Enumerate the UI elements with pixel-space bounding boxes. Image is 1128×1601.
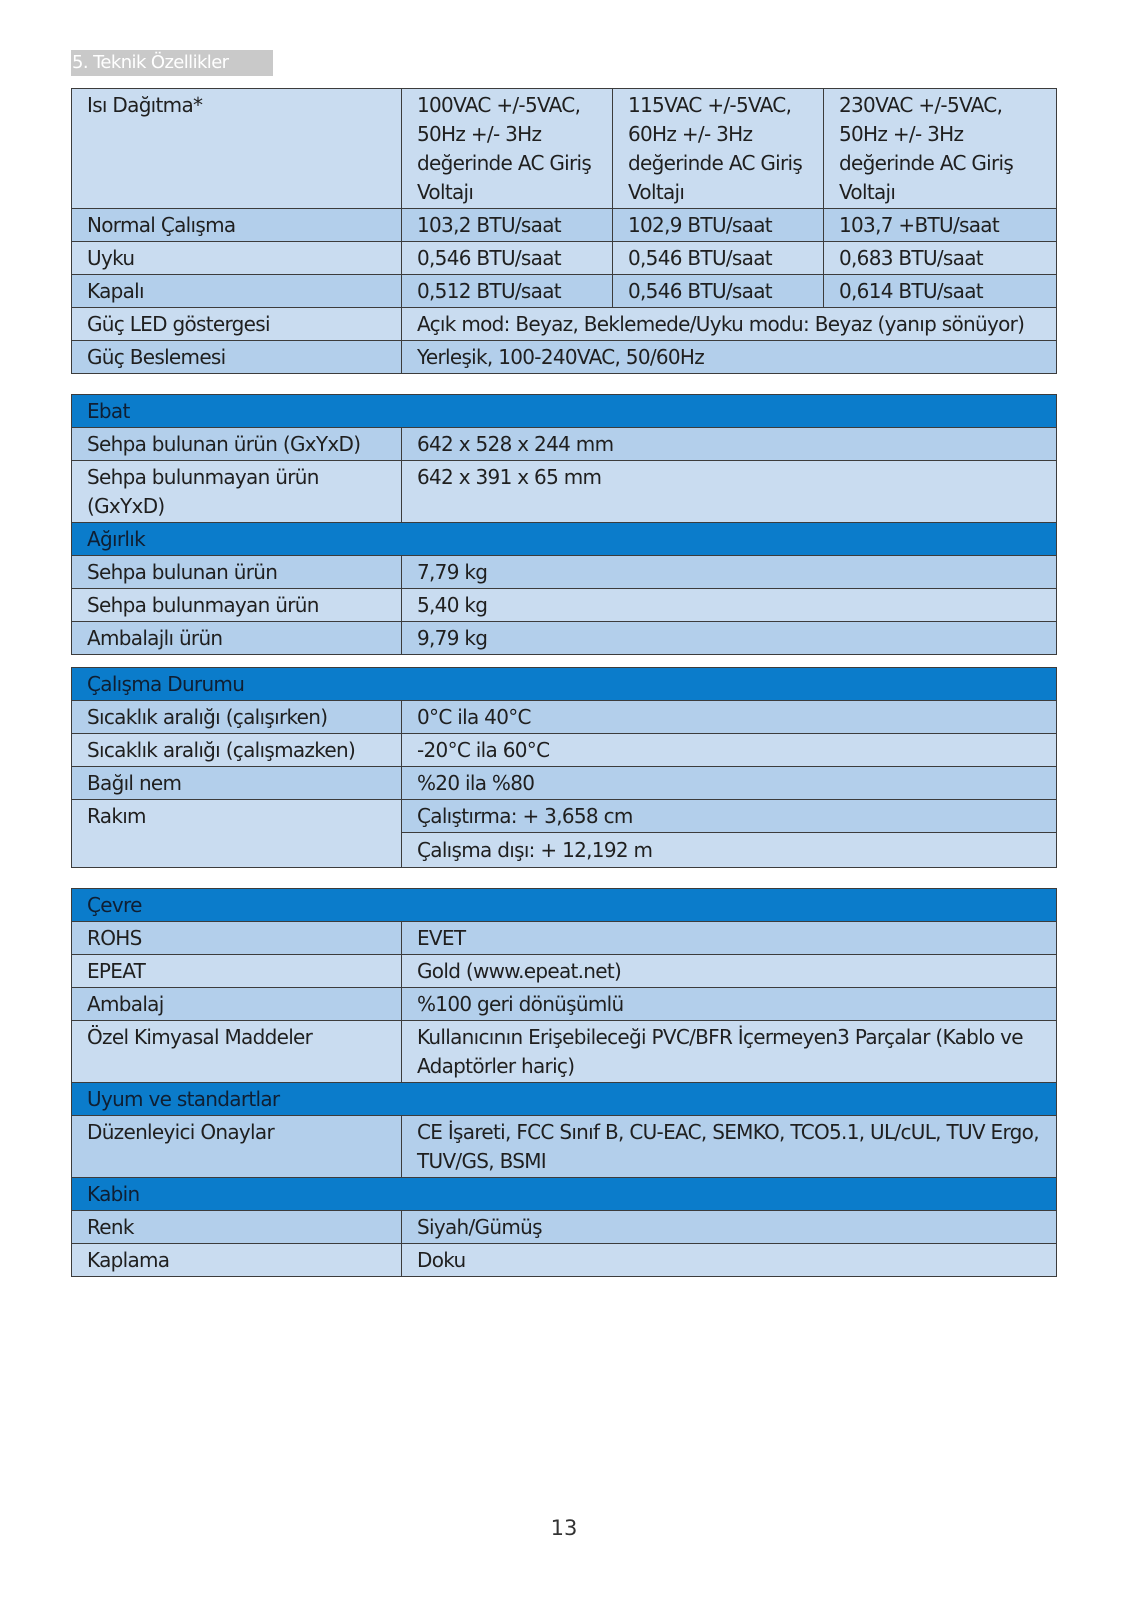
row-value: 103,7 +BTU/saat <box>824 209 1057 242</box>
table-row <box>72 1021 1057 1083</box>
row-label: Kapalı <box>72 275 402 308</box>
row-value: CE İşareti, FCC Sınıf B, CU-EAC, SEMKO, TCO5.1, UL/cUL, TUV Ergo, TUV/GS, BSMI <box>402 1116 1057 1178</box>
row-label: EPEAT <box>72 955 402 988</box>
operating-table <box>71 667 1057 868</box>
row-value: 0,512 BTU/saat <box>402 275 613 308</box>
environment-table <box>71 888 1057 1277</box>
section-header-row <box>72 395 1057 428</box>
row-label: Renk <box>72 1211 402 1244</box>
section-title-kabin: Kabin <box>72 1178 1057 1211</box>
section-title-calisma: Çalışma Durumu <box>72 668 1057 701</box>
section-title-cevre: Çevre <box>72 889 1057 922</box>
row-value: Doku <box>402 1244 1057 1277</box>
table-row <box>72 556 1057 589</box>
page-number: 13 <box>550 1516 578 1540</box>
row-label: Güç LED göstergesi <box>72 308 402 341</box>
section-label: 5. Teknik Özellikler <box>71 50 273 76</box>
row-label: Kaplama <box>72 1244 402 1277</box>
row-value: 642 x 391 x 65 mm <box>402 461 1057 523</box>
row-value: Çalıştırma: + 3,658 cm <box>402 800 1057 833</box>
table-row <box>72 734 1057 767</box>
row-label: Sehpa bulunmayan ürün <box>72 589 402 622</box>
row-label: Güç Beslemesi <box>72 341 402 374</box>
row-value: Açık mod: Beyaz, Beklemede/Uyku modu: Beyaz (yanıp sönüyor) <box>402 308 1057 341</box>
row-value: 7,79 kg <box>402 556 1057 589</box>
row-label: Özel Kimyasal Maddeler <box>72 1021 402 1083</box>
row-value: 103,2 BTU/saat <box>402 209 613 242</box>
voltage-100vac-header: 100VAC +/-5VAC, 50Hz +/- 3Hz değerinde AC Giriş Voltajı <box>402 89 613 209</box>
row-value: 0,614 BTU/saat <box>824 275 1057 308</box>
row-value: 0°C ila 40°C <box>402 701 1057 734</box>
row-value: Çalışma dışı: + 12,192 m <box>402 833 1057 868</box>
table-row <box>72 589 1057 622</box>
row-value: Yerleşik, 100-240VAC, 50/60Hz <box>402 341 1057 374</box>
row-value: 642 x 528 x 244 mm <box>402 428 1057 461</box>
section-title-agirlik: Ağırlık <box>72 523 1057 556</box>
table-row <box>72 275 1057 308</box>
section-title-ebat: Ebat <box>72 395 1057 428</box>
section-header-row <box>72 523 1057 556</box>
table-row <box>72 1116 1057 1178</box>
table-row <box>72 701 1057 734</box>
row-label: Rakım <box>72 800 402 868</box>
table-row <box>72 209 1057 242</box>
table-row <box>72 1211 1057 1244</box>
table-row <box>72 922 1057 955</box>
row-label: Sehpa bulunan ürün <box>72 556 402 589</box>
row-label: Bağıl nem <box>72 767 402 800</box>
table-row <box>72 341 1057 374</box>
heat-dissipation-header-row <box>72 89 1057 209</box>
row-value: 102,9 BTU/saat <box>613 209 824 242</box>
row-label: ROHS <box>72 922 402 955</box>
row-value: Gold (www.epeat.net) <box>402 955 1057 988</box>
table-row <box>72 767 1057 800</box>
heat-dissipation-label: Isı Dağıtma* <box>72 89 402 209</box>
row-value: %100 geri dönüşümlü <box>402 988 1057 1021</box>
table-row <box>72 955 1057 988</box>
voltage-115vac-header: 115VAC +/-5VAC, 60Hz +/- 3Hz değerinde AC Giriş Voltajı <box>613 89 824 209</box>
section-title-uyum: Uyum ve standartlar <box>72 1083 1057 1116</box>
table-row <box>72 461 1057 523</box>
table-row <box>72 242 1057 275</box>
table-row <box>72 988 1057 1021</box>
row-value: -20°C ila 60°C <box>402 734 1057 767</box>
row-label: Sıcaklık aralığı (çalışırken) <box>72 701 402 734</box>
row-label: Sıcaklık aralığı (çalışmazken) <box>72 734 402 767</box>
row-value: Siyah/Gümüş <box>402 1211 1057 1244</box>
row-label: Düzenleyici Onaylar <box>72 1116 402 1178</box>
row-label: Sehpa bulunan ürün (GxYxD) <box>72 428 402 461</box>
row-label: Normal Çalışma <box>72 209 402 242</box>
row-value: EVET <box>402 922 1057 955</box>
section-header-row <box>72 1083 1057 1116</box>
row-value: 9,79 kg <box>402 622 1057 655</box>
table-row <box>72 800 1057 833</box>
row-label: Ambalajlı ürün <box>72 622 402 655</box>
table-row <box>72 1244 1057 1277</box>
row-value: 0,546 BTU/saat <box>613 242 824 275</box>
row-label: Uyku <box>72 242 402 275</box>
row-value: Kullanıcının Erişebileceği PVC/BFR İçermeyen3 Parçalar (Kablo ve Adaptörler hariç) <box>402 1021 1057 1083</box>
section-header-row <box>72 668 1057 701</box>
dimensions-table <box>71 394 1057 655</box>
row-value: 5,40 kg <box>402 589 1057 622</box>
row-value: 0,546 BTU/saat <box>402 242 613 275</box>
voltage-230vac-header: 230VAC +/-5VAC, 50Hz +/- 3Hz değerinde AC Giriş Voltajı <box>824 89 1057 209</box>
section-header-row <box>72 889 1057 922</box>
table-row <box>72 428 1057 461</box>
row-label: Ambalaj <box>72 988 402 1021</box>
table-row <box>72 622 1057 655</box>
row-value: %20 ila %80 <box>402 767 1057 800</box>
row-value: 0,683 BTU/saat <box>824 242 1057 275</box>
section-header-row <box>72 1178 1057 1211</box>
power-table <box>71 88 1057 374</box>
row-value: 0,546 BTU/saat <box>613 275 824 308</box>
table-row <box>72 308 1057 341</box>
row-label: Sehpa bulunmayan ürün (GxYxD) <box>72 461 402 523</box>
